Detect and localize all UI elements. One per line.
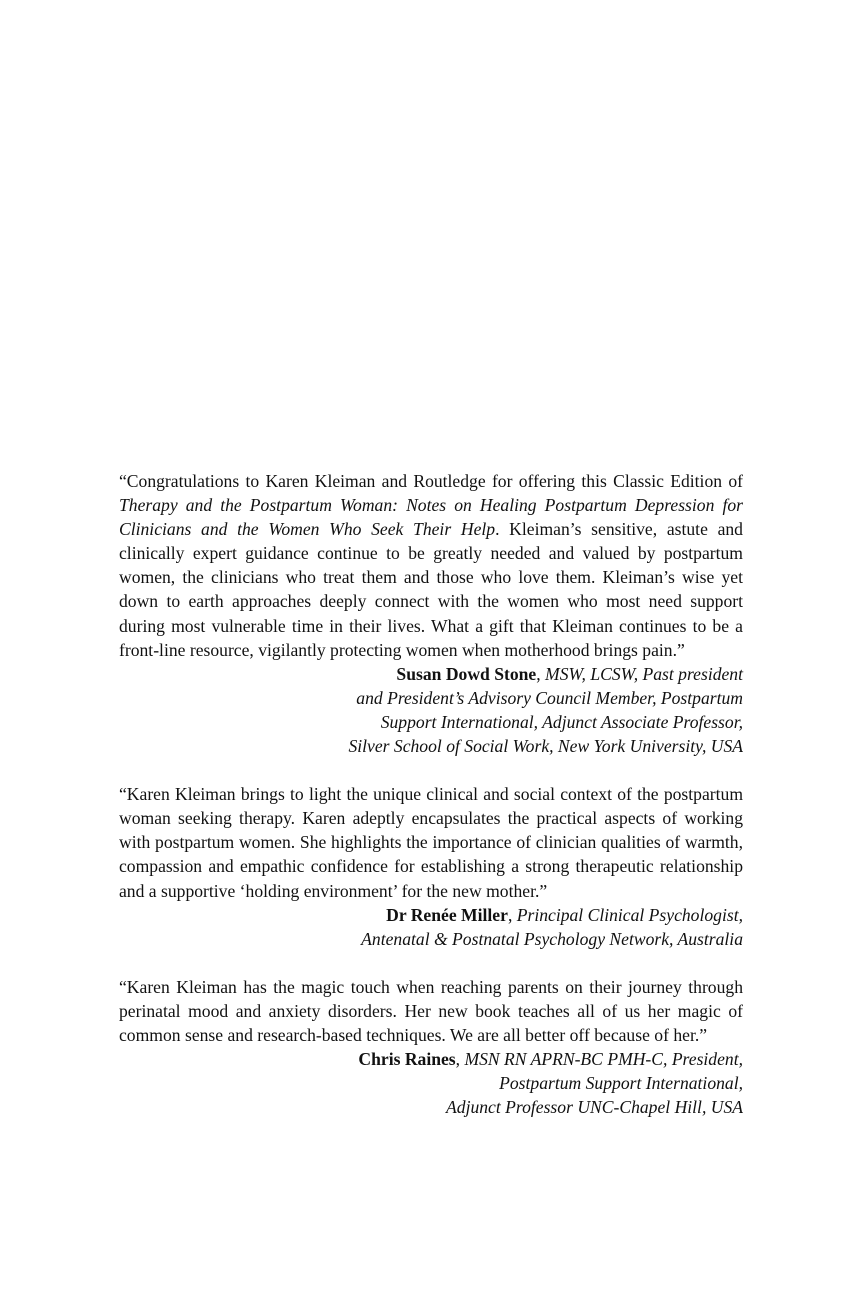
separator: , [536,663,546,684]
endorsement-quote: “Karen Kleiman brings to light the unique clinical and social context of the postpartum woman seeking therapy. Karen adeptly encapsulates the practical aspects of working with postpartum women. She highlights the importance of clinician qualities of warmth, compassion and empathic confidence for establishing a strong therapeutic relationship and a supportive ‘holding environment’ for the new mother.” [119,784,743,901]
endorser-name: Dr Renée Miller [386,904,508,925]
endorser-name: Chris Raines [358,1049,456,1070]
endorser-role: Principal Clinical Psychologist, [516,904,743,925]
endorsement-attribution [119,1047,743,1119]
quote-text: “Congratulations to Karen Kleiman and Routledge for offering this Classic Edition of [119,471,743,491]
endorsement-3 [119,975,743,1120]
endorser-role: Silver School of Social Work, New York University, USA [348,736,743,757]
quote-text: . Kleiman’s sensitive, astute and clinically expert guidance continue to be greatly needed and valued by postpartum women, the clinicians who treat them and those who love them. Kleiman’s wise yet down to earth approaches deeply connect with the women who most need support during most vulnerable time in their lives. What a gift that Kleiman continues to be a front-line resource, vigilantly protecting women when motherhood brings pain.” [119,519,743,660]
endorser-role: and President’s Advisory Council Member, Postpartum [356,687,743,708]
endorser-role: MSN RN APRN-BC PMH-C, President, [464,1049,743,1070]
separator: , [455,1049,465,1070]
endorsement-2 [119,782,743,951]
endorsement-quote [119,469,743,662]
attribution-line [119,903,743,927]
endorser-role: Adjunct Professor UNC-Chapel Hill, USA [446,1097,743,1118]
attribution-line [119,1047,743,1071]
endorser-role: Postpartum Support International, [499,1073,743,1094]
endorsement-attribution [119,662,743,758]
book-title: Therapy and the Postpartum Woman: Notes on Healing Postpartum Depression for Clinicians and the Women Who Seek Their Help [119,495,743,540]
endorser-role: Antenatal & Postnatal Psychology Network, Australia [361,928,743,949]
attribution-line [119,662,743,686]
endorser-role: Support International, Adjunct Associate Professor, [380,711,743,732]
separator: , [507,904,517,925]
endorsement-attribution [119,903,743,951]
endorsements-page [119,469,743,1143]
endorsement-quote: “Karen Kleiman has the magic touch when reaching parents on their journey through perinatal mood and anxiety disorders. Her new book teaches all of us her magic of common sense and research-based techniques. We are all better off because of her.” [119,976,743,1045]
endorser-role: MSW, LCSW, Past president [545,663,743,684]
endorser-name: Susan Dowd Stone [396,663,537,684]
endorsement-1 [119,469,743,758]
